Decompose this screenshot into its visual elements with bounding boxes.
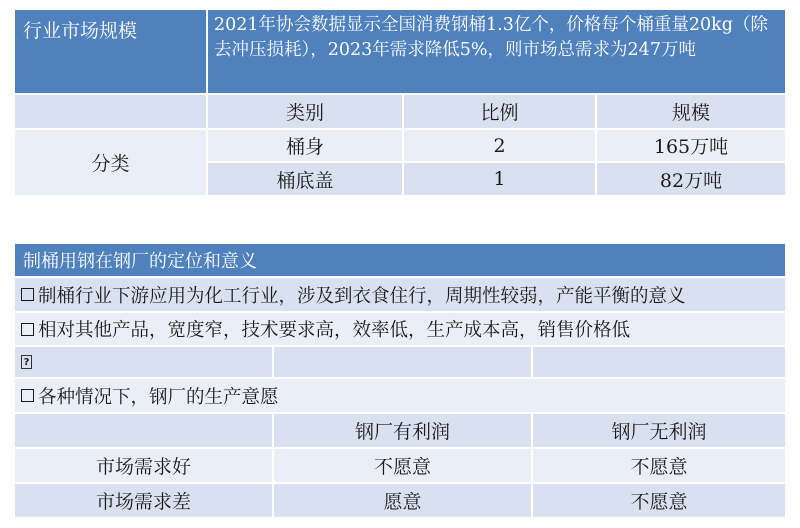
checkbox-icon xyxy=(21,288,34,301)
table2-empty-cell xyxy=(274,347,531,377)
table1-row-category: 桶身 xyxy=(208,130,402,161)
table2-placeholder-cell xyxy=(15,347,272,377)
table2-row-profit: 不愿意 xyxy=(274,449,531,482)
table2-title-cell xyxy=(15,244,785,276)
table2-bullet-row xyxy=(15,379,785,412)
table2-row-label: 市场需求好 xyxy=(15,449,272,482)
table2-bullet-text: 各种情况下，钢厂的生产意愿 xyxy=(38,386,279,408)
table1-row-category: 桶底盖 xyxy=(208,163,402,195)
placeholder-glyph-icon: ? xyxy=(21,355,32,369)
table2-bullet-row xyxy=(15,278,785,311)
table1-group-label: 分类 xyxy=(15,130,206,195)
table1-header-ratio: 比例 xyxy=(404,95,595,128)
checkbox-icon xyxy=(21,389,34,402)
table1-row-scale: 165万吨 xyxy=(597,130,785,161)
table1-header-category: 类别 xyxy=(208,95,402,128)
table1-header-blank xyxy=(15,95,206,128)
table1-summary: 2021年协会数据显示全国消费钢桶1.3亿个，价格每个桶重量20kg（除去冲压损耗），2023年需求降低5%，则市场总需求为247万吨 xyxy=(214,15,768,60)
table1-row-ratio: 1 xyxy=(404,163,595,195)
table2-col-header-no-profit: 钢厂无利润 xyxy=(533,414,785,447)
table2-row-label: 市场需求差 xyxy=(15,484,272,517)
table1-summary-cell xyxy=(208,10,785,93)
checkbox-icon xyxy=(21,323,34,336)
table2-empty-cell xyxy=(533,347,785,377)
table2-bullet-text: 制桶行业下游应用为化工行业，涉及到衣食住行，周期性较弱，产能平衡的意义 xyxy=(38,285,686,307)
table2-row-no-profit: 不愿意 xyxy=(533,484,785,517)
table1-header-scale: 规模 xyxy=(597,95,785,128)
table2-row-profit: 愿意 xyxy=(274,484,531,517)
table2-header-blank xyxy=(15,414,272,447)
table2-bullet-text: 相对其他产品，宽度窄，技术要求高，效率低，生产成本高，销售价格低 xyxy=(38,320,631,341)
table2-bullet-row xyxy=(15,313,785,345)
table1-title: 行业市场规模 xyxy=(23,20,138,42)
table2-title: 制桶用钢在钢厂的定位和意义 xyxy=(23,251,257,272)
table1-title-cell xyxy=(15,10,206,93)
table1-row-scale: 82万吨 xyxy=(597,163,785,195)
table1-row-ratio: 2 xyxy=(404,130,595,161)
table2-col-header-profit: 钢厂有利润 xyxy=(274,414,531,447)
table2-row-no-profit: 不愿意 xyxy=(533,449,785,482)
